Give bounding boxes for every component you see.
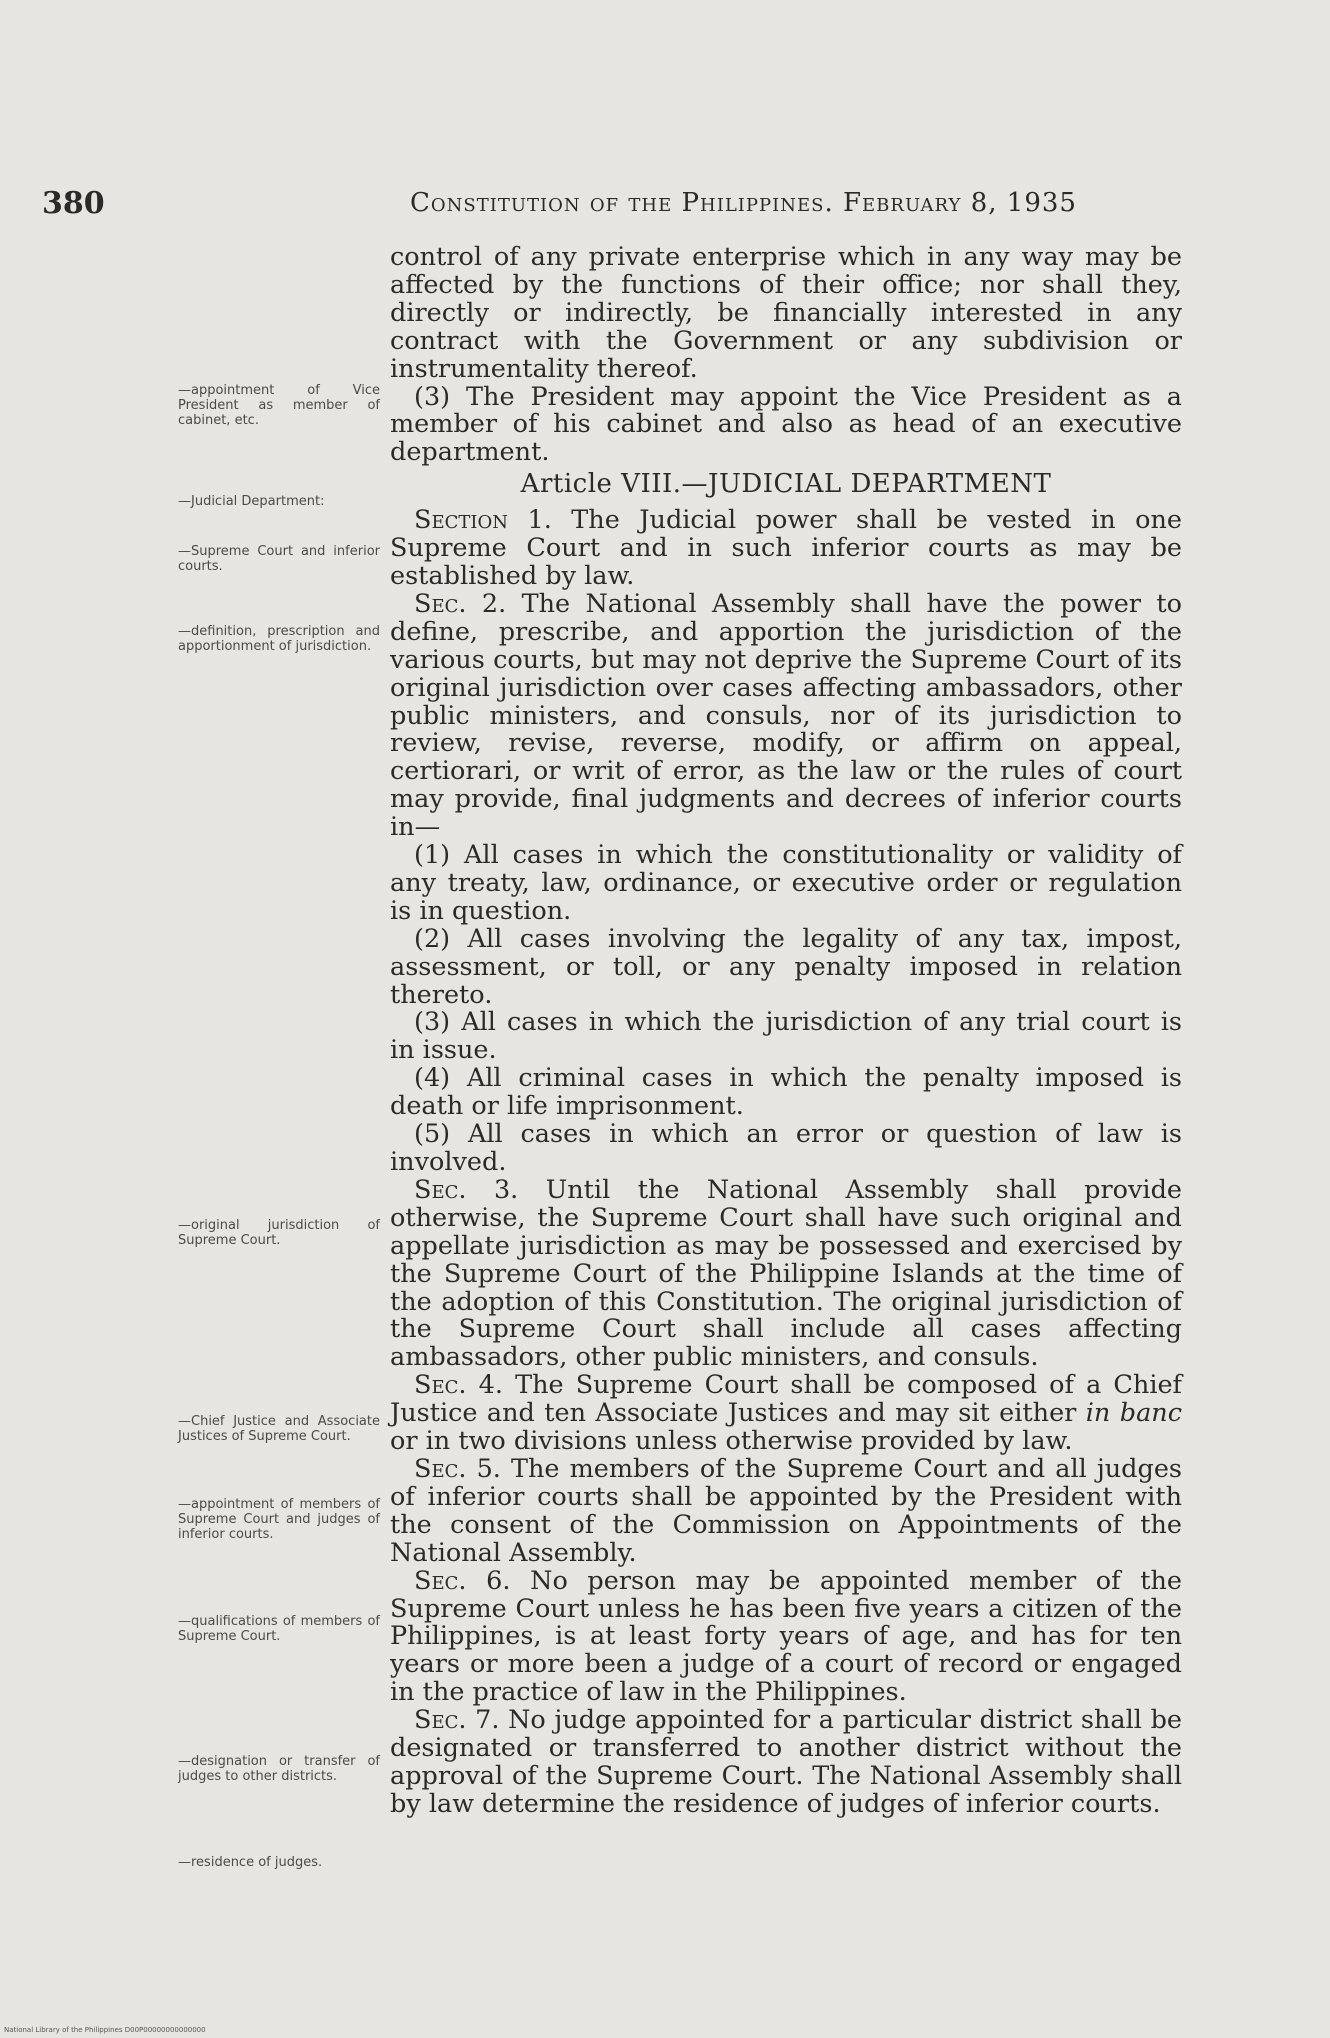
paragraph: control of any private enterprise which in any way may be affected by the functions of their office; nor shall they, directly or indirectly, be financially interested in any contract with the Government or any subdivision or instrumentality thereof. — [390, 242, 1182, 384]
margin-note: —qualifications of members of Supreme Court. — [178, 1614, 380, 1644]
list-item: (3) All cases in which the jurisdiction of any trial court is in issue. — [390, 1007, 1182, 1066]
section-label: Section 1. — [414, 505, 552, 536]
section-label: Sec. 7. — [414, 1705, 500, 1736]
running-title: Constitution of the Philippines. February 8, 1935 — [410, 188, 1077, 218]
list-item: (5) All cases in which an error or question of law is involved. — [390, 1119, 1182, 1177]
paragraph: (3) The President may appoint the Vice President as a member of his cabinet and also as head of an executive department. — [390, 381, 1182, 468]
italic-phrase: in banc — [1085, 1398, 1182, 1429]
section-text: Until the National Assembly shall provide otherwise, the Supreme Court shall have such original and appellate jurisdiction as may be possessed and exercised by the Supreme Court of the Philippine Islands at the time of the adoption of this Constitution. The original jurisdiction of the Supreme Court shall include all cases affecting ambassadors, other public ministers, and consuls. — [390, 1174, 1182, 1373]
section-text: or in two divisions unless otherwise provided by law. — [390, 1426, 1073, 1457]
body-text — [390, 244, 1182, 1819]
margin-note: —definition, prescription and apportionment of jurisdiction. — [178, 624, 380, 654]
section-6 — [390, 1565, 1183, 1708]
section-2 — [390, 588, 1182, 843]
margin-note: —designation or transfer of judges to other districts. — [178, 1754, 380, 1784]
section-1 — [390, 507, 1182, 591]
section-text: No person may be appointed member of the Supreme Court unless he has been five years a citizen of the Philippines, is at least forty years of age, and has for ten years or more been a judge of a court of record or engaged in the practice of law in the Philippines. — [390, 1565, 1183, 1708]
section-3 — [390, 1174, 1182, 1373]
margin-note: —appointment of members of Supreme Court and judges of inferior courts. — [178, 1497, 380, 1542]
margin-note: —residence of judges. — [178, 1855, 323, 1870]
section-7 — [390, 1707, 1182, 1819]
section-label: Sec. 3. — [414, 1174, 519, 1205]
margin-note: —Judicial Department: — [178, 494, 325, 509]
margin-note: —Supreme Court and inferior courts. — [178, 544, 380, 574]
list-item: (2) All cases involving the legality of any tax, impost, assessment, or toll, or any penalty imposed in relation thereto. — [390, 923, 1182, 1010]
section-label: Sec. 6. — [414, 1565, 511, 1596]
section-4 — [390, 1372, 1182, 1456]
section-text: The members of the Supreme Court and all judges of inferior courts shall be appointed by the President with the consent of the Commission on Appointments of the National Assembly. — [390, 1453, 1182, 1568]
list-item: (1) All cases in which the constitutionality or validity of any treaty, law, ordinance, or executive order or regulation is in question. — [390, 840, 1182, 926]
section-text: No judge appointed for a particular district shall be designated or transferred to another district without the approval of the Supreme Court. The National Assembly shall by law determine the residence of judges of inferior courts. — [390, 1705, 1182, 1819]
list-item: (4) All criminal cases in which the penalty imposed is death or life imprisonment. — [390, 1063, 1182, 1122]
section-label: Sec. 4. — [414, 1370, 503, 1401]
article-heading: Article VIII.—JUDICIAL DEPARTMENT — [520, 469, 1052, 500]
page-number: 380 — [42, 186, 105, 221]
section-label: Sec. 5. — [414, 1453, 501, 1484]
section-5 — [390, 1453, 1182, 1568]
section-text: The Supreme Court shall be composed of a Chief Justice and ten Associate Justices and may sit either — [390, 1370, 1182, 1429]
section-label: Sec. 2. — [414, 588, 507, 619]
margin-note: —Chief Justice and Associate Justices of Supreme Court. — [178, 1414, 380, 1444]
section-text: The Judicial power shall be vested in one Supreme Court and in such inferior courts as may be established by law. — [390, 505, 1182, 591]
section-text: The National Assembly shall have the power to define, prescribe, and apportion the jurisdiction of the various courts, but may not deprive the Supreme Court of its original jurisdiction over cases affecting ambassadors, other public ministers, and consuls, nor of its jurisdiction to review, revise, reverse, modify, or affirm on appeal, certiorari, or writ of error, as the law or the rules of court may provide, final judgments and decrees of inferior courts in— — [390, 588, 1182, 843]
margin-note: —original jurisdiction of Supreme Court. — [178, 1218, 380, 1248]
footer-credit: National Library of the Philippines D00P00000000000000 — [4, 2026, 206, 2034]
margin-note: —appointment of Vice President as member of cabinet, etc. — [178, 383, 380, 428]
